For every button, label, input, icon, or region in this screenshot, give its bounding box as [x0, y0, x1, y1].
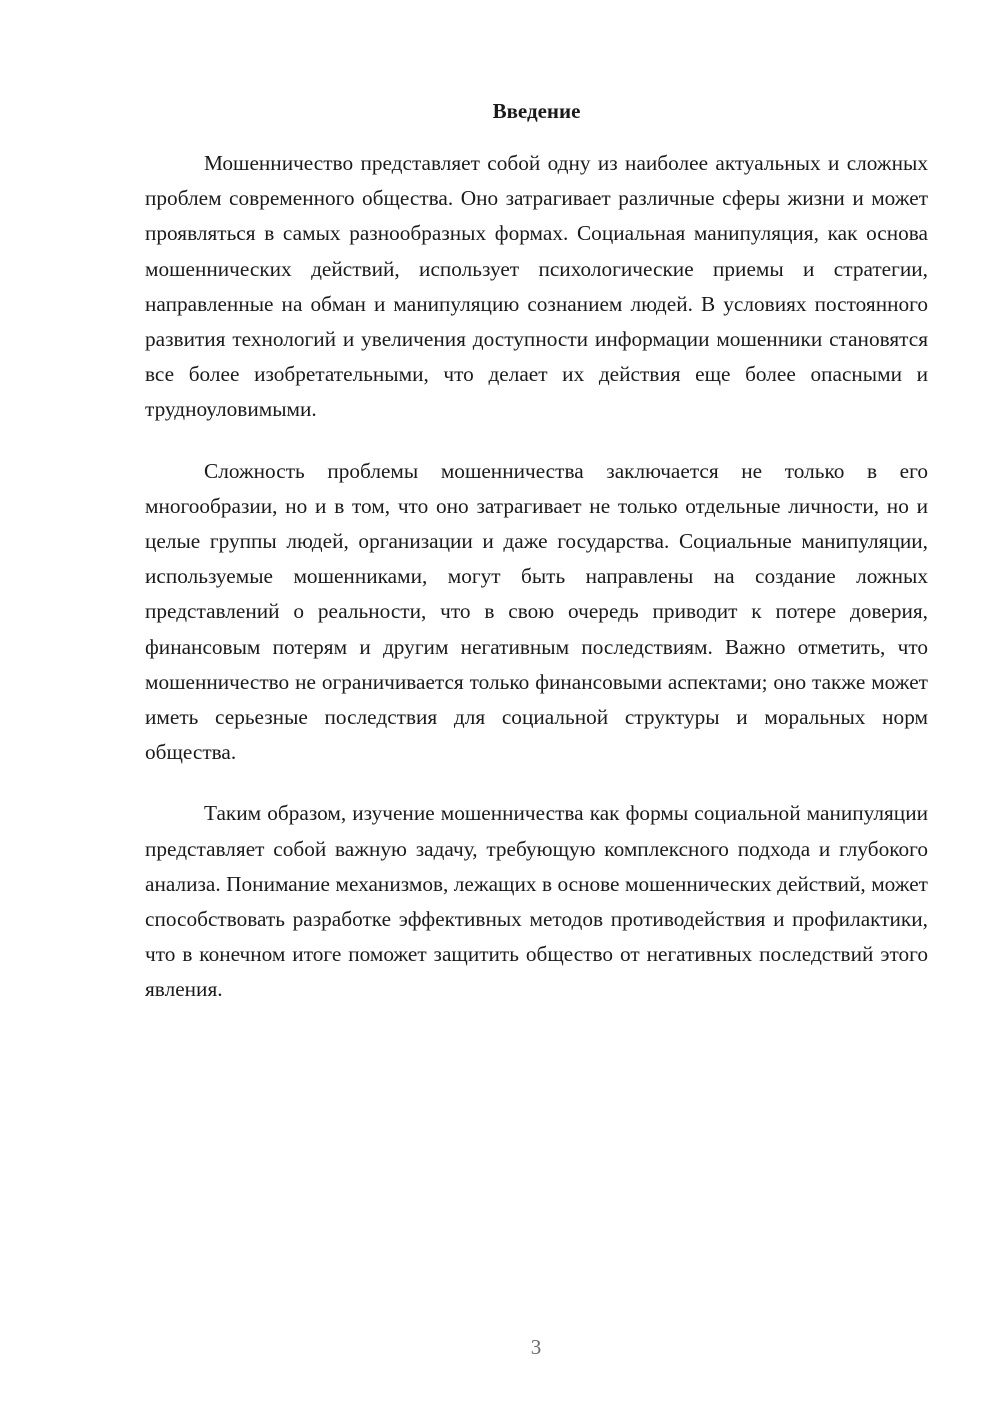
- page-content: [145, 96, 928, 1034]
- paragraph-3: Таким образом, изучение мошенничества как формы социальной манипуляции представляет собой важную задачу, требующую комплексного подхода и глубокого анализа. Понимание механизмов, лежащих в основе мошеннических действий, может способствовать разработке эффективных методов противодействия и профилактики, что в конечном итоге поможет защитить общество от негативных последствий этого явления.: [145, 801, 928, 1002]
- page-number: 3: [530, 1335, 542, 1359]
- section-heading: Введение: [492, 99, 581, 123]
- paragraph-1: Мошенничество представляет собой одну из наиболее актуальных и сложных проблем современного общества. Оно затрагивает различные сферы жизни и может проявляться в самых разнообразных формах. Социальная манипуляция, как основа мошеннических действий, использует психологические приемы и стратегии, направленные на обман и манипуляцию сознанием людей. В условиях постоянного развития технологий и увеличения доступности информации мошенники становятся все более изобретательными, что делает их действия еще более опасными и трудноуловимыми.: [145, 151, 928, 422]
- paragraph-2: Сложность проблемы мошенничества заключается не только в его многообразии, но и в том, что оно затрагивает не только отдельные личности, но и целые группы людей, организации и даже государства. Социальные манипуляции, используемые мошенниками, могут быть направлены на создание ложных представлений о реальности, что в свою очередь приводит к потере доверия, финансовым потерям и другим негативным последствиям. Важно отметить, что мошенничество не ограничивается только финансовыми аспектами; оно также может иметь серьезные последствия для социальной структуры и моральных норм общества.: [145, 458, 928, 765]
